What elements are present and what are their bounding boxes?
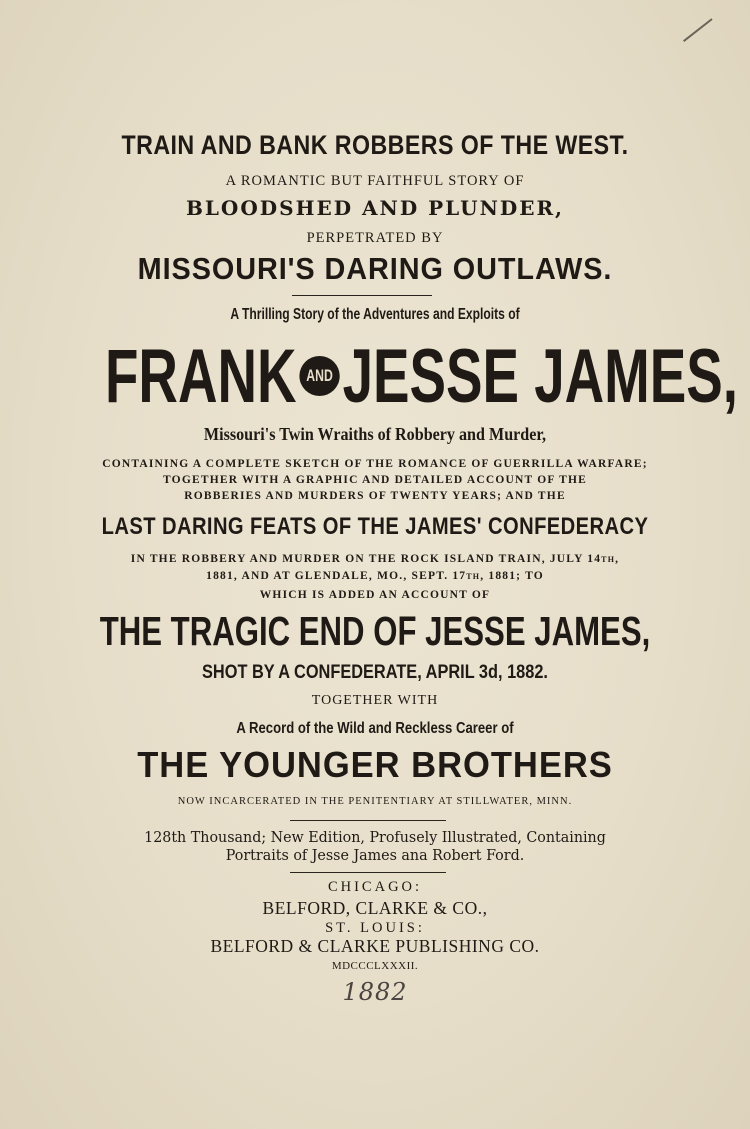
text-together-with: TOGETHER WITH xyxy=(311,693,439,708)
text-incarcerated-stillwater: NOW INCARCERATED IN THE PENITENTIARY AT STILLWATER, MINN. xyxy=(177,796,573,807)
text-which-is-added: WHICH IS ADDED AN ACCOUNT OF xyxy=(259,589,491,601)
heading-bloodshed-and-plunder: BLOODSHED AND PLUNDER, xyxy=(185,196,565,220)
text-glendale: 1881, AND AT GLENDALE, MO., SEPT. 17th, 1881; TO xyxy=(206,570,544,582)
subheading-perpetrated-by: PERPETRATED BY xyxy=(306,230,444,246)
text-robberies-twenty-years: ROBBERIES AND MURDERS OF TWENTY YEARS; AND THE xyxy=(184,490,566,502)
subheading-shot-by-confederate: SHOT BY A CONFEDERATE, APRIL 3d, 1882. xyxy=(202,662,548,683)
imprint-city-chicago: CHICAGO: xyxy=(327,879,423,895)
divider-rule xyxy=(292,295,432,296)
pencil-mark xyxy=(683,18,713,42)
subheading-twin-wraiths: Missouri's Twin Wraiths of Robbery and Murder, xyxy=(203,424,547,444)
and-ornament: AND xyxy=(299,356,339,396)
divider-rule xyxy=(290,820,446,821)
heading-frank-and-jesse-james xyxy=(105,333,738,420)
text-rock-island-train: IN THE ROBBERY AND MURDER ON THE ROCK ISLAND TRAIN, JULY 14th, xyxy=(130,553,620,565)
heading-train-and-bank-robbers: TRAIN AND BANK ROBBERS OF THE WEST. xyxy=(121,130,629,160)
subheading-thrilling-story: A Thrilling Story of the Adventures and Exploits of xyxy=(230,306,520,323)
text-portraits: Portraits of Jesse James ana Robert Ford. xyxy=(225,846,525,864)
imprint-publisher-chicago: BELFORD, CLARKE & CO., xyxy=(262,898,488,918)
heading-last-daring-feats: LAST DARING FEATS OF THE JAMES' CONFEDERACY xyxy=(101,513,649,540)
heading-younger-brothers: THE YOUNGER BROTHERS xyxy=(137,744,613,785)
heading-missouris-daring-outlaws: MISSOURI'S DARING OUTLAWS. xyxy=(137,251,613,286)
subheading-romantic-story: A ROMANTIC BUT FAITHFUL STORY OF xyxy=(225,173,525,189)
imprint-city-st-louis: ST. LOUIS: xyxy=(325,920,425,936)
name-frank: FRANK xyxy=(105,334,297,419)
text-containing-sketch: CONTAINING A COMPLETE SKETCH OF THE ROMANCE OF GUERRILLA WARFARE; xyxy=(102,458,648,470)
handwritten-year: 1882 xyxy=(342,978,408,1006)
heading-tragic-end: THE TRAGIC END OF JESSE JAMES, xyxy=(99,608,651,654)
text-edition-info: 128th Thousand; New Edition, Profusely Illustrated, Containing xyxy=(144,828,606,846)
imprint-year-roman: MDCCCLXXXII. xyxy=(331,960,419,972)
divider-rule xyxy=(290,872,446,873)
text-together-with-account: TOGETHER WITH A GRAPHIC AND DETAILED ACCOUNT OF THE xyxy=(163,474,587,486)
subheading-record-of-career: A Record of the Wild and Reckless Career of xyxy=(236,720,514,737)
imprint-publisher-st-louis: BELFORD & CLARKE PUBLISHING CO. xyxy=(210,936,540,956)
name-jesse-james: JESSE JAMES, xyxy=(342,334,738,419)
